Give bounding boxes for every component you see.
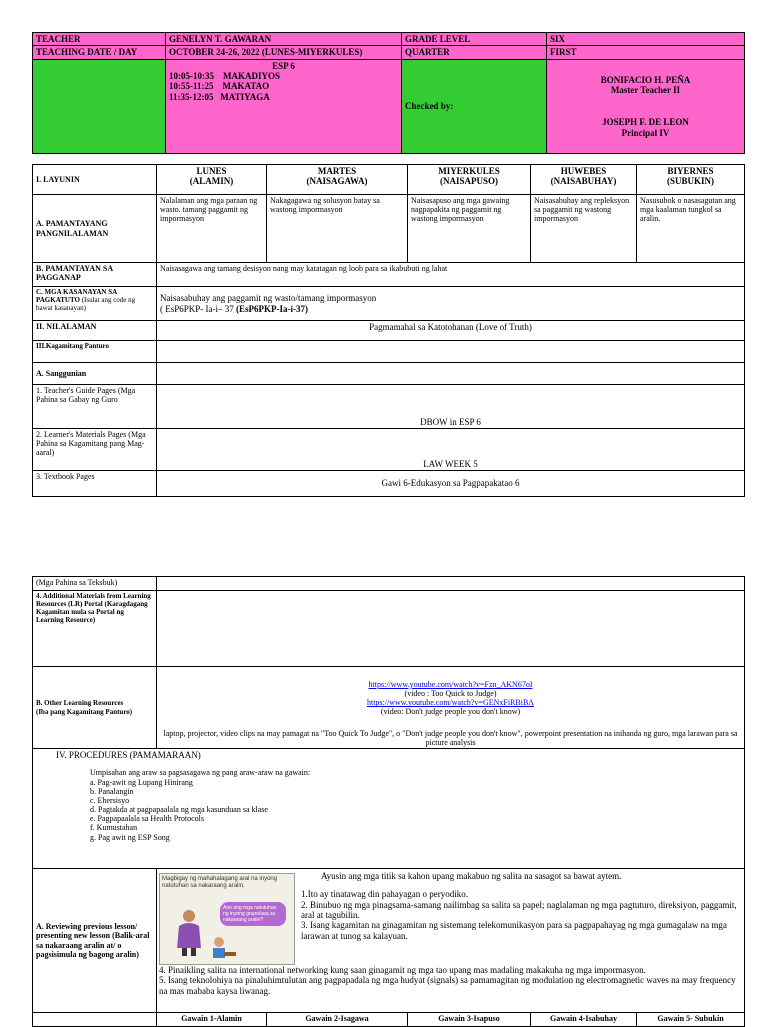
additional-label: 4. Additional Materials from Learning Resources (LR) Portal (Karagdagang Kagamitan mula sa Portal ng Learning Resource) (33, 591, 157, 667)
pamantayang-label: A. PAMANTAYANG PANGNILALAMAN (33, 195, 157, 263)
pamantayang-cell: Naisasabuhay ang repleksyon sa paggamit ng wastong impormasyon (531, 195, 637, 263)
schedule-row: 11:35-12:05 MATIYAGA (169, 91, 270, 102)
routine-item: f. Kumustahan (90, 823, 138, 833)
green-cell-left (33, 59, 166, 153)
gawain-header: Gawain 5- Subukin (637, 1013, 745, 1027)
checked-by-label: Checked by: (402, 59, 547, 153)
lesson-table-page1 (32, 164, 745, 497)
review-label: A. Reviewing previous lesson/ presenting new lesson (Balik-aral sa nakaraang aralin at/ o pagsisimula ng bagong aralin) (33, 869, 157, 1013)
speech-bubble: Ano ang mga natutuhan ng inyong grupo/aaa sa nakaraang aralin? (220, 902, 286, 926)
review-picture-caption: Magbigay ng mahahalagang aral na inyong natutuhan sa nakaraang aralin. (162, 876, 278, 889)
routine-item: c. Ehersisyo (90, 795, 130, 805)
routine-item: e. Pagpapaalala sa Health Protocols (90, 814, 204, 824)
pamantayang-cell: Nasusubok o nasasagutan ang mga kaalaman tungkol sa aralin. (637, 195, 745, 263)
pagganap-value: Naisasagawa ang tamang desisyon nang may katatagan ng loob para sa ikabubuti ng lahat (157, 263, 745, 287)
other-label-cell: B. Other Learning Resources (Iba pang Kagamitang Panturo) (33, 667, 157, 749)
pagganap-label: B. PAMANTAYAN SA PAGGANAP (33, 263, 157, 287)
nilalaman-value: Pagmamahal sa Katotohanan (Love of Truth) (157, 321, 745, 341)
schedule-row: 10:05-10:35 MAKADIYOS (169, 71, 281, 82)
review-item: 3. Isang kagamitan na ginagamitan ng sistemang telekomunikasyon para sa pagpapahayag ng mga gumagalaw na mga larawan at tunog sa kalayuan. (301, 920, 727, 941)
lm-value: LAW WEEK 5 (157, 429, 745, 471)
kagamitan-label: III.Kagamitang Panturo (33, 341, 157, 363)
day-header-biyernes: BIYERNES (SUBUKIN) (637, 165, 745, 195)
quarter-value: FIRST (547, 46, 745, 59)
schedule-row: 10:55-11:25 MAKATAO (169, 81, 270, 92)
day-header-lunes: LUNES (ALAMIN) (157, 165, 267, 195)
checker1-name: BONIFACIO H. PEÑA (600, 74, 691, 85)
video-caption-2: (video: Don't judge people you don't know) (380, 707, 521, 717)
routine-item: b. Panalangin (90, 786, 134, 796)
review-item: 5. Isang teknolohiya na pinaluhimtulutan ang pagpapadala ng mga hudyat (signals) sa pamamagitan ng modulation ng electromagnetic waves na may frequency na mas mababa kaysa liwanag. (159, 975, 736, 996)
kasanayan-code: ( EsP6PKP- Ia-i– 37 (EsP6PKP-Ia-i-37) (160, 303, 308, 314)
layunin-label: I. LAYUNIN (33, 165, 157, 195)
routine-item: d. Pagtakda at pagpapaalala ng mga kasunduan sa klase (90, 805, 268, 815)
review-item: 1.Ito ay tinatawag din pahayagan o peryodiko. (301, 889, 468, 900)
nilalaman-label: II. NILALAMAN (33, 321, 157, 341)
grade-label: GRADE LEVEL (402, 33, 547, 46)
review-item: 2. Binubuo ng mga pinagsama-samang nailimbag sa salita sa papel; naglalaman ng mga pagtuturo, direksiyon, paggamit, aral at tagubilin. (301, 899, 737, 921)
procedures-label: IV. PROCEDURES (PAMAMARAAN) (56, 750, 201, 760)
gawain-header: Gawain 1-Alamin (157, 1013, 267, 1027)
checker2-title: Principal IV (621, 127, 670, 138)
tg-value: DBOW in ESP 6 (157, 385, 745, 429)
kasanayan-value-cell (157, 287, 745, 321)
review-item: 4. Pinaikling salita na international networking kung saan ginagamit ng mga tao upang mas madaling makakuha ng mga impormasyon. (159, 965, 646, 975)
date-label: TEACHING DATE / DAY (33, 46, 166, 59)
routine-intro: Umpisahan ang araw sa pagsasagawa ng pang araw-araw na gawain: (90, 768, 311, 778)
video-caption-1: (video : Too Quick to Judge) (404, 689, 497, 699)
sanggunian-label: A. Sanggunian (33, 363, 157, 385)
teacher-value: GENELYN T. GAWARAN (166, 33, 402, 46)
review-instruction: Ayusin ang mga titik sa kahon upang makabuo ng salita na sasagot sa bawat aytem. (321, 871, 622, 881)
video-link-1[interactable]: https://www.youtube.com/watch?v=Fzn_AKN67oI (368, 679, 533, 689)
kagamitan-empty (157, 341, 745, 363)
schedule-cell (166, 59, 402, 153)
routine-item: a. Pag-awit ng Lupang Hinirang (90, 777, 193, 787)
gawain-header: Gawain 2-Isagawa (267, 1013, 408, 1027)
lesson-table-page2 (32, 576, 745, 1027)
kasanayan-label-cell: C. MGA KASANAYAN SA PAGKATUTO (Isulat ang code ng bawat kasanayan) (33, 287, 157, 321)
review-picture (159, 873, 295, 965)
pamantayang-cell: Naisasapuso ang mga gawaing nagpapakita ng paggamit ng wastong impormasyon (408, 195, 531, 263)
pamantayang-cell: Nalalaman ang mga paraan ng wasto. tamang paggamit ng impormasyon (157, 195, 267, 263)
teksbuk-empty (157, 577, 745, 591)
student-figure-icon (210, 936, 236, 962)
lm-label: 2. Learner's Materials Pages (Mga Pahina sa Kagamitang pang Mag-aaral) (33, 429, 157, 471)
checker1-title: Master Teacher II (610, 84, 681, 95)
header-table (32, 32, 745, 154)
quarter-label: QUARTER (402, 46, 547, 59)
subject-title: ESP 6 (272, 60, 295, 71)
other-materials: laptop, projector, video clips na may pamagat na "Too Quick To Judge", o "Don't judge people you don't know", powerpoint presentation na inihanda ng guro, mga larawan para sa picture analysis (163, 728, 738, 747)
gawain-header: Gawain 4-Isabuhay (531, 1013, 637, 1027)
day-header-martes: MARTES (NAISAGAWA) (267, 165, 408, 195)
tb-value: Gawi 6-Edukasyon sa Pagpapakatao 6 (157, 471, 745, 497)
review-content-cell (157, 869, 745, 1013)
gawain-header: Gawain 3-Isapuso (408, 1013, 531, 1027)
sanggunian-empty (157, 363, 745, 385)
date-value: OCTOBER 24-26, 2022 (LUNES-MIYERKULES) (166, 46, 402, 59)
kasanayan-value: Naisasabuhay ang paggamit ng wasto/tamang impormasyon (160, 293, 377, 304)
day-header-miyerkules: MIYERKULES (NAISAPUSO) (408, 165, 531, 195)
day-header-huwebes: HUWEBES (NAISABUHAY) (531, 165, 637, 195)
video-link-2[interactable]: https://www.youtube.com/watch?v=GENxFiRBiBA (366, 698, 535, 708)
teacher-label: TEACHER (33, 33, 166, 46)
tg-label: 1. Teacher's Guide Pages (Mga Pahina sa Gabay ng Guro (33, 385, 157, 429)
teacher-figure-icon (174, 908, 204, 956)
gawain-label-empty (33, 1013, 157, 1027)
other-resources-cell (157, 667, 745, 749)
checker2-name: JOSEPH F. DE LEON (602, 117, 689, 128)
procedures-cell (33, 749, 745, 869)
teksbuk-label: (Mga Pahina sa Teksbuk) (33, 577, 157, 591)
routine-item: g. Pag awit ng ESP Song (90, 832, 170, 842)
tb-label: 3. Textbook Pages (33, 471, 157, 497)
checkers-cell (547, 59, 745, 153)
additional-empty (157, 591, 745, 667)
pamantayang-cell: Nakagagawa ng solusyon batay sa wastong impormasyon (267, 195, 408, 263)
grade-value: SIX (547, 33, 745, 46)
